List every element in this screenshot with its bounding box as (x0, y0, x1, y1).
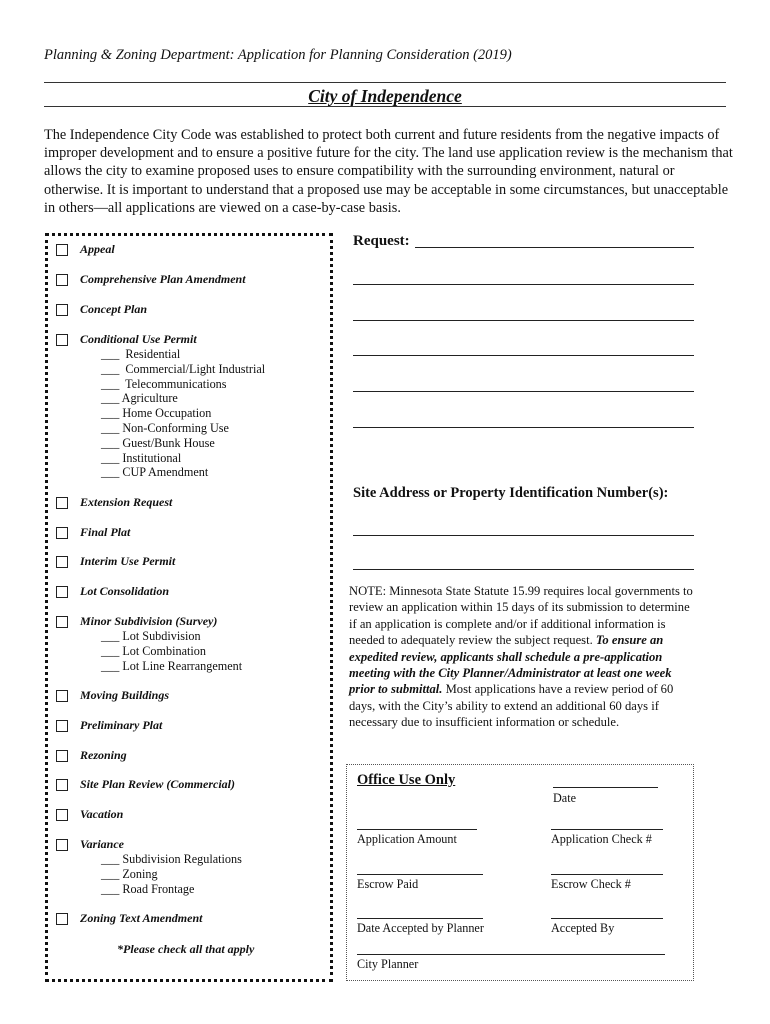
request-line[interactable] (353, 391, 694, 392)
variance-sub-options (101, 852, 242, 896)
checkbox-interim-use-permit[interactable]: Interim Use Permit (56, 554, 175, 569)
checkbox-icon[interactable] (56, 586, 68, 598)
checkbox-conditional-use-permit[interactable]: Conditional Use Permit (56, 332, 197, 347)
checkbox-icon[interactable] (56, 913, 68, 925)
escrow-check-label: Escrow Check # (551, 877, 631, 891)
cup-option[interactable]: ___ Agriculture (101, 391, 178, 406)
checkbox-icon[interactable] (56, 244, 68, 256)
escrow-check-line[interactable] (551, 874, 663, 875)
header-rule-bottom (44, 106, 726, 107)
cup-option[interactable]: ___ Residential (101, 347, 181, 361)
application-amount-label: Application Amount (357, 832, 457, 846)
checkbox-icon[interactable] (56, 690, 68, 702)
checkbox-moving-buildings[interactable]: Moving Buildings (56, 688, 169, 703)
checkbox-vacation[interactable]: Vacation (56, 807, 123, 822)
cup-option[interactable]: ___ Guest/Bunk House (101, 435, 215, 450)
site-address-line[interactable] (353, 535, 694, 536)
check-all-note: *Please check all that apply (117, 942, 255, 956)
note-text: Most applications have a review period of 60 days, with the City’s ability to extend an additional 60 days if necessary due to insufficient information or schedule. (349, 682, 674, 730)
checkbox-variance[interactable]: Variance (56, 837, 124, 852)
city-planner-line[interactable] (357, 954, 665, 955)
checkbox-icon[interactable] (56, 809, 68, 821)
checkbox-icon[interactable] (56, 334, 68, 346)
page-title: City of Independence (308, 86, 462, 106)
note-emphasis: To ensure an expedited review, applicants shall schedule a pre-application meeting with the City Planner/Administrator at least one week prior to submittal. (349, 633, 672, 697)
checkbox-icon[interactable] (56, 750, 68, 762)
office-use-box (346, 764, 694, 981)
request-line[interactable] (353, 427, 694, 428)
request-line[interactable] (353, 320, 694, 321)
cup-option[interactable]: ___ CUP Amendment (101, 465, 209, 480)
application-check-line[interactable] (551, 829, 663, 830)
date-accepted-line[interactable] (357, 918, 483, 919)
checkbox-final-plat[interactable]: Final Plat (56, 525, 130, 540)
checkbox-comprehensive-plan-amendment[interactable]: Comprehensive Plan Amendment (56, 272, 246, 287)
subdivision-option[interactable]: ___ Lot Combination (101, 643, 206, 658)
request-label: Request: (353, 233, 410, 249)
escrow-paid-label: Escrow Paid (357, 877, 419, 891)
checkbox-icon[interactable] (56, 720, 68, 732)
checkbox-rezoning[interactable]: Rezoning (56, 748, 127, 763)
escrow-paid-line[interactable] (357, 874, 483, 875)
checkbox-icon[interactable] (56, 556, 68, 568)
date-label: Date (553, 791, 577, 805)
checkbox-icon[interactable] (56, 274, 68, 286)
checkbox-extension-request[interactable]: Extension Request (56, 495, 172, 510)
variance-option[interactable]: ___ Zoning (101, 866, 158, 881)
site-address-line[interactable] (353, 569, 694, 570)
request-line[interactable] (353, 355, 694, 356)
accepted-by-line[interactable] (551, 918, 663, 919)
minor-subdivision-sub-options (101, 629, 242, 673)
accepted-by-label: Accepted By (551, 921, 615, 935)
checkbox-icon[interactable] (56, 497, 68, 509)
checkbox-preliminary-plat[interactable]: Preliminary Plat (56, 718, 162, 733)
subdivision-option[interactable]: ___ Lot Line Rearrangement (101, 658, 243, 673)
checkbox-lot-consolidation[interactable]: Lot Consolidation (56, 584, 169, 599)
intro-paragraph: The Independence City Code was established to protect both current and future residents from the negative impacts of improper development and to ensure a positive future for the city. The land use application review is the mechanism that allows the city to examine proposed uses to ensure compatibility with the surrounding environment, natural or otherwise. It is important to understand that a proposed use may be acceptable in some circumstances, but unacceptable in others—all applications are viewed on a case-by-case basis. (44, 127, 733, 216)
checkbox-icon[interactable] (56, 839, 68, 851)
cup-option[interactable]: ___ Institutional (101, 450, 182, 465)
cup-option[interactable]: ___ Home Occupation (101, 406, 212, 421)
checkbox-icon[interactable] (56, 304, 68, 316)
page-header: Planning & Zoning Department: Application for Planning Consideration (2019) (44, 47, 512, 63)
office-use-title: Office Use Only (357, 772, 456, 788)
variance-option[interactable]: ___ Subdivision Regulations (101, 852, 242, 866)
note-text: NOTE: Minnesota State Statute 15.99 requires local governments to review an application within 15 days of its submission to determine if an application is complete and/or if additional information is needed to adequately review the subject request. (349, 584, 693, 648)
variance-option[interactable]: ___ Road Frontage (101, 881, 195, 896)
cup-option[interactable]: ___ Commercial/Light Industrial (101, 361, 266, 376)
application-amount-line[interactable] (357, 829, 477, 830)
request-line[interactable] (415, 247, 694, 248)
subdivision-option[interactable]: ___ Lot Subdivision (101, 629, 201, 643)
city-planner-label: City Planner (357, 957, 419, 971)
date-line[interactable] (553, 787, 658, 788)
checkbox-zoning-text-amendment[interactable]: Zoning Text Amendment (56, 911, 202, 926)
checkbox-icon[interactable] (56, 527, 68, 539)
cup-sub-options (101, 347, 265, 480)
checkbox-appeal[interactable]: Appeal (56, 242, 115, 257)
checkbox-site-plan-review[interactable]: Site Plan Review (Commercial) (56, 777, 235, 792)
application-check-label: Application Check # (551, 832, 652, 846)
cup-option[interactable]: ___ Non-Conforming Use (101, 420, 229, 435)
request-line[interactable] (353, 284, 694, 285)
site-address-label: Site Address or Property Identification Number(s): (353, 485, 669, 501)
cup-option[interactable]: ___ Telecommunications (101, 376, 227, 391)
checkbox-concept-plan[interactable]: Concept Plan (56, 302, 147, 317)
checkbox-minor-subdivision[interactable]: Minor Subdivision (Survey) (56, 614, 217, 629)
statute-note (349, 583, 694, 731)
checkbox-icon[interactable] (56, 616, 68, 628)
header-rule-top (44, 82, 726, 83)
date-accepted-label: Date Accepted by Planner (357, 921, 484, 935)
checkbox-icon[interactable] (56, 779, 68, 791)
